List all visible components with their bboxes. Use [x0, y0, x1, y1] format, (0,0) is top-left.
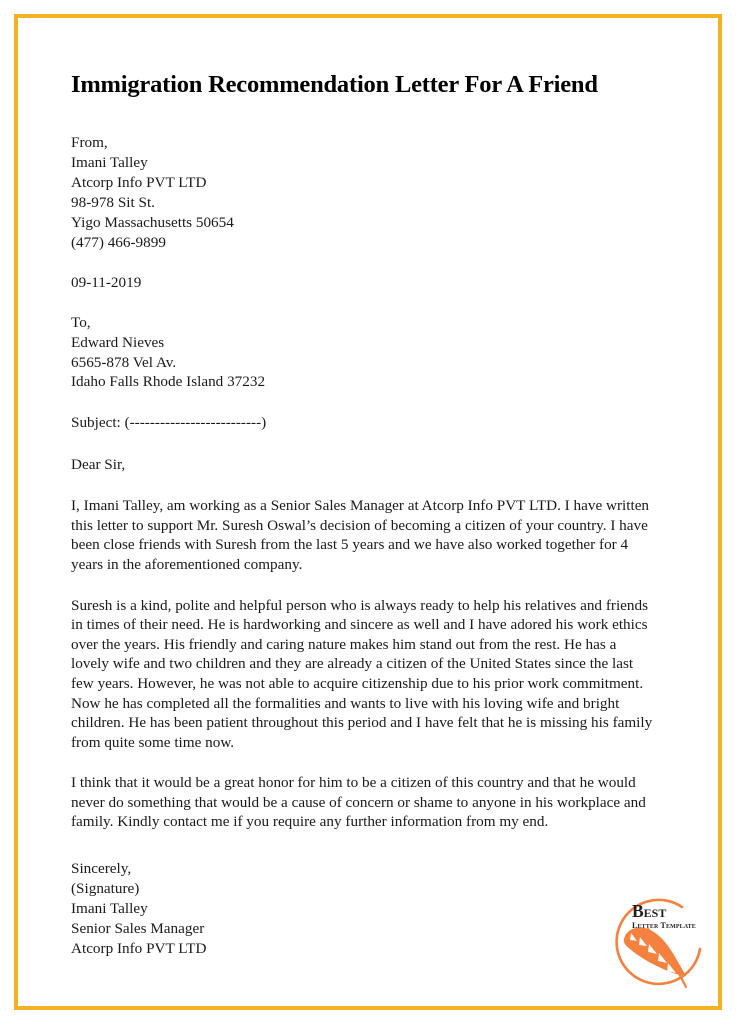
- feather-icon: [624, 927, 686, 987]
- logo-brand-name: Best: [632, 901, 667, 921]
- body-paragraph-2: Suresh is a kind, polite and helpful person who is always ready to help his relatives and friends in times of their need. He is hardworking and sincere as well and I have adored his work ethics over the years. His friendly and caring nature makes him stand out from the rest. He has a lovely wife and two children and they are already a citizen of the United States since the last few years. However, he was not able to acquire citizenship due to his prior work commitment. Now he has completed all the formalities and wants to live with his loving wife and bright children. He has been patient throughout this period and I have felt that he is missing his family from quite some time now.: [71, 596, 653, 751]
- closing-signature-placeholder: (Signature): [71, 879, 140, 897]
- sender-phone: (477) 466-9899: [71, 233, 166, 251]
- body-paragraph-1: I, Imani Talley, am working as a Senior Sales Manager at Atcorp Info PVT LTD. I have written this letter to support Mr. Suresh Oswal’s decision of becoming a citizen of your country. I have been close friends with Suresh from the last 5 years and we have also worked together for 4 years in the aforementioned company.: [71, 497, 650, 573]
- sender-street: 98-978 Sit St.: [71, 194, 155, 212]
- sender-address-block: [71, 133, 655, 252]
- logo-tagline: Letter Template: [632, 921, 696, 930]
- page-title: Immigration Recommendation Letter For A Friend: [71, 71, 598, 98]
- sender-city-state-zip: Yigo Massachusetts 50654: [71, 214, 234, 232]
- body-paragraph-3: I think that it would be a great honor for him to be a citizen of this country and that he would never do something that would be a cause of concern or shame to anyone in his workplace and family. Kindly contact me if you require any further information from my end.: [71, 774, 646, 831]
- closing-name: Imani Talley: [71, 899, 148, 917]
- letter-date: 09-11-2019: [71, 273, 142, 291]
- logo-graphic: [604, 893, 712, 999]
- sender-name: Imani Talley: [71, 154, 148, 172]
- salutation: Dear Sir,: [71, 456, 126, 474]
- recipient-address-block: [71, 313, 655, 393]
- recipient-city-state-zip: Idaho Falls Rhode Island 37232: [71, 373, 266, 391]
- sender-label: From,: [71, 134, 108, 152]
- closing-block: [71, 859, 655, 959]
- recipient-street: 6565-878 Vel Av.: [71, 353, 177, 371]
- closing-company: Atcorp Info PVT LTD: [71, 939, 207, 957]
- recipient-name: Edward Nieves: [71, 333, 165, 351]
- closing-designation: Senior Sales Manager: [71, 919, 205, 937]
- brand-logo: [604, 893, 712, 999]
- recipient-label: To,: [71, 313, 91, 331]
- subject-line: Subject: (--------------------------): [71, 414, 267, 432]
- sender-company: Atcorp Info PVT LTD: [71, 174, 207, 192]
- closing-sincerely: Sincerely,: [71, 860, 132, 878]
